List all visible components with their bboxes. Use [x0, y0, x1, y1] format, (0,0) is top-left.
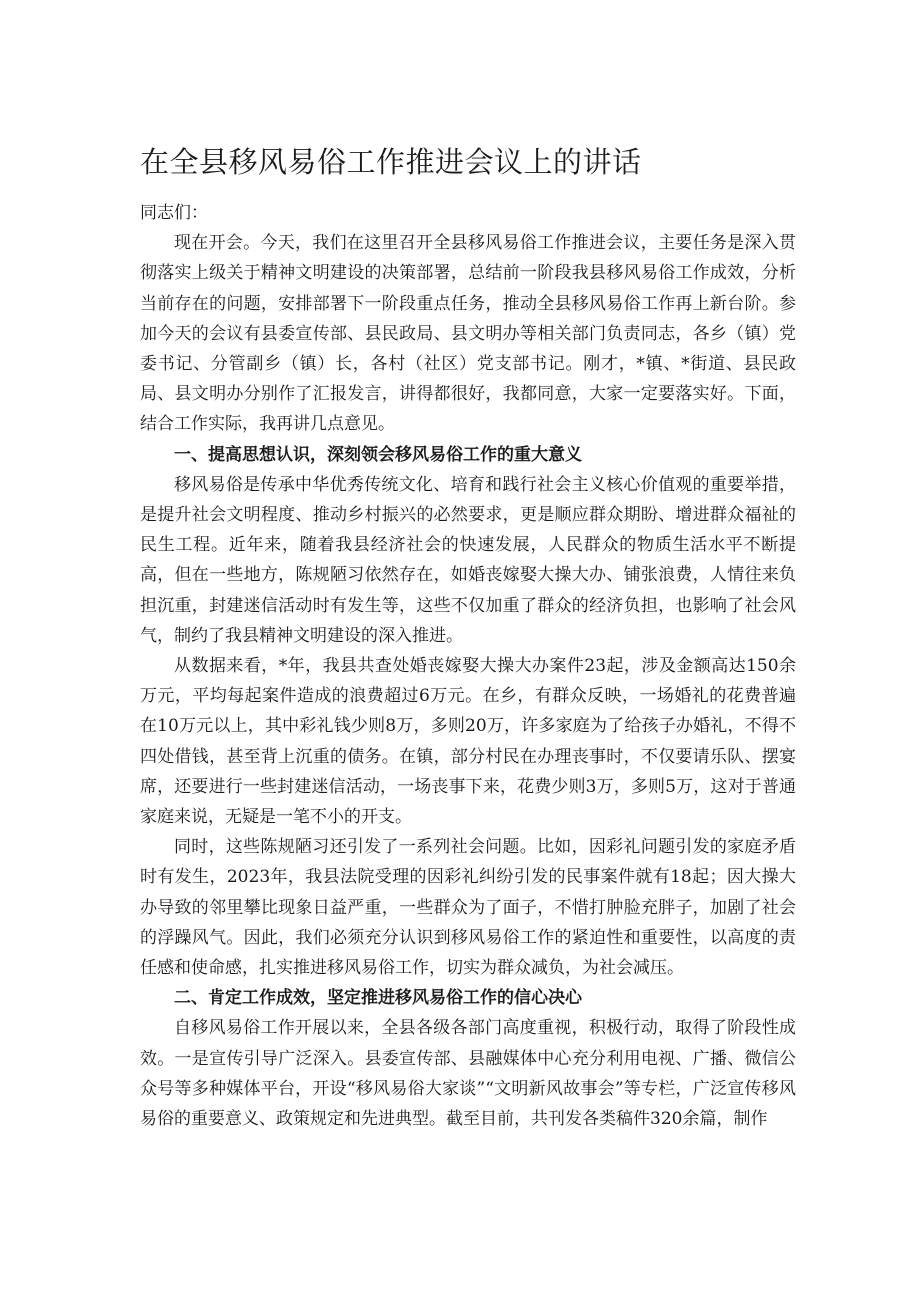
section-1-paragraph-2: 从数据来看，*年，我县共查处婚丧嫁娶大操大办案件23起，涉及金额高达150余万元，平均每起案件造成的浪费超过6万元。在乡，有群众反映，一场婚礼的花费普遍在10万元以上，其中彩礼钱少则8万，多则20万，许多家庭为了给孩子办婚礼，不得不四处借钱，甚至背上沉重的债务。在镇，部分村民在办理丧事时，不仅要请乐队、摆宴席，还要进行一些封建迷信活动，一场丧事下来，花费少则3万，多则5万，这对于普通家庭来说，无疑是一笔不小的开支。 [140, 656, 796, 828]
document-body [140, 198, 796, 1134]
section-1-heading: 一、提高思想认识，深刻领会移风易俗工作的重大意义 [174, 444, 582, 465]
section-2-heading: 二、肯定工作成效，坚定推进移风易俗工作的信心决心 [174, 988, 582, 1009]
section-2-paragraph-1: 自移风易俗工作开展以来，全县各级各部门高度重视，积极行动，取得了阶段性成效。一是宣传引导广泛深入。县委宣传部、县融媒体中心充分利用电视、广播、微信公众号等多种媒体平台，开设“移风易俗大家谈”“文明新风故事会”等专栏，广泛宣传移风易俗的重要意义、政策规定和先进典型。截至目前，共刊发各类稿件320余篇，制作 [140, 1018, 796, 1130]
section-1-paragraph-3: 同时，这些陈规陋习还引发了一系列社会问题。比如，因彩礼问题引发的家庭矛盾时有发生，2023年，我县法院受理的因彩礼纠纷引发的民事案件就有18起；因大操大办导致的邻里攀比现象日益严重，一些群众为了面子，不惜打肿脸充胖子，加剧了社会的浮躁风气。因此，我们必须充分认识到移风易俗工作的紧迫性和重要性，以高度的责任感和使命感，扎实推进移风易俗工作，切实为群众减负，为社会减压。 [140, 837, 796, 979]
document-title: 在全县移风易俗工作推进会议上的讲话 [140, 145, 642, 179]
section-1-paragraph-1: 移风易俗是传承中华优秀传统文化、培育和践行社会主义核心价值观的重要举措，是提升社会文明程度、推动乡村振兴的必然要求，更是顺应群众期盼、增进群众福祉的民生工程。近年来，随着我县经济社会的快速发展，人民群众的物质生活水平不断提高，但在一些地方，陈规陋习依然存在，如婚丧嫁娶大操大办、铺张浪费，人情往来负担沉重，封建迷信活动时有发生等，这些不仅加重了群众的经济负担，也影响了社会风气，制约了我县精神文明建设的深入推进。 [140, 474, 796, 646]
salutation: 同志们： [140, 203, 208, 223]
opening-paragraph: 现在开会。今天，我们在这里召开全县移风易俗工作推进会议，主要任务是深入贯彻落实上级关于精神文明建设的决策部署，总结前一阶段我县移风易俗工作成效，分析当前存在的问题，安排部署下一阶段重点任务，推动全县移风易俗工作再上新台阶。参加今天的会议有县委宣传部、县民政局、县文明办等相关部门负责同志，各乡（镇）党委书记、分管副乡（镇）长，各村（社区）党支部书记。刚才，*镇、*街道、县民政局、县文明办分别作了汇报发言，讲得都很好，我都同意，大家一定要落实好。下面，结合工作实际，我再讲几点意见。 [140, 233, 796, 435]
